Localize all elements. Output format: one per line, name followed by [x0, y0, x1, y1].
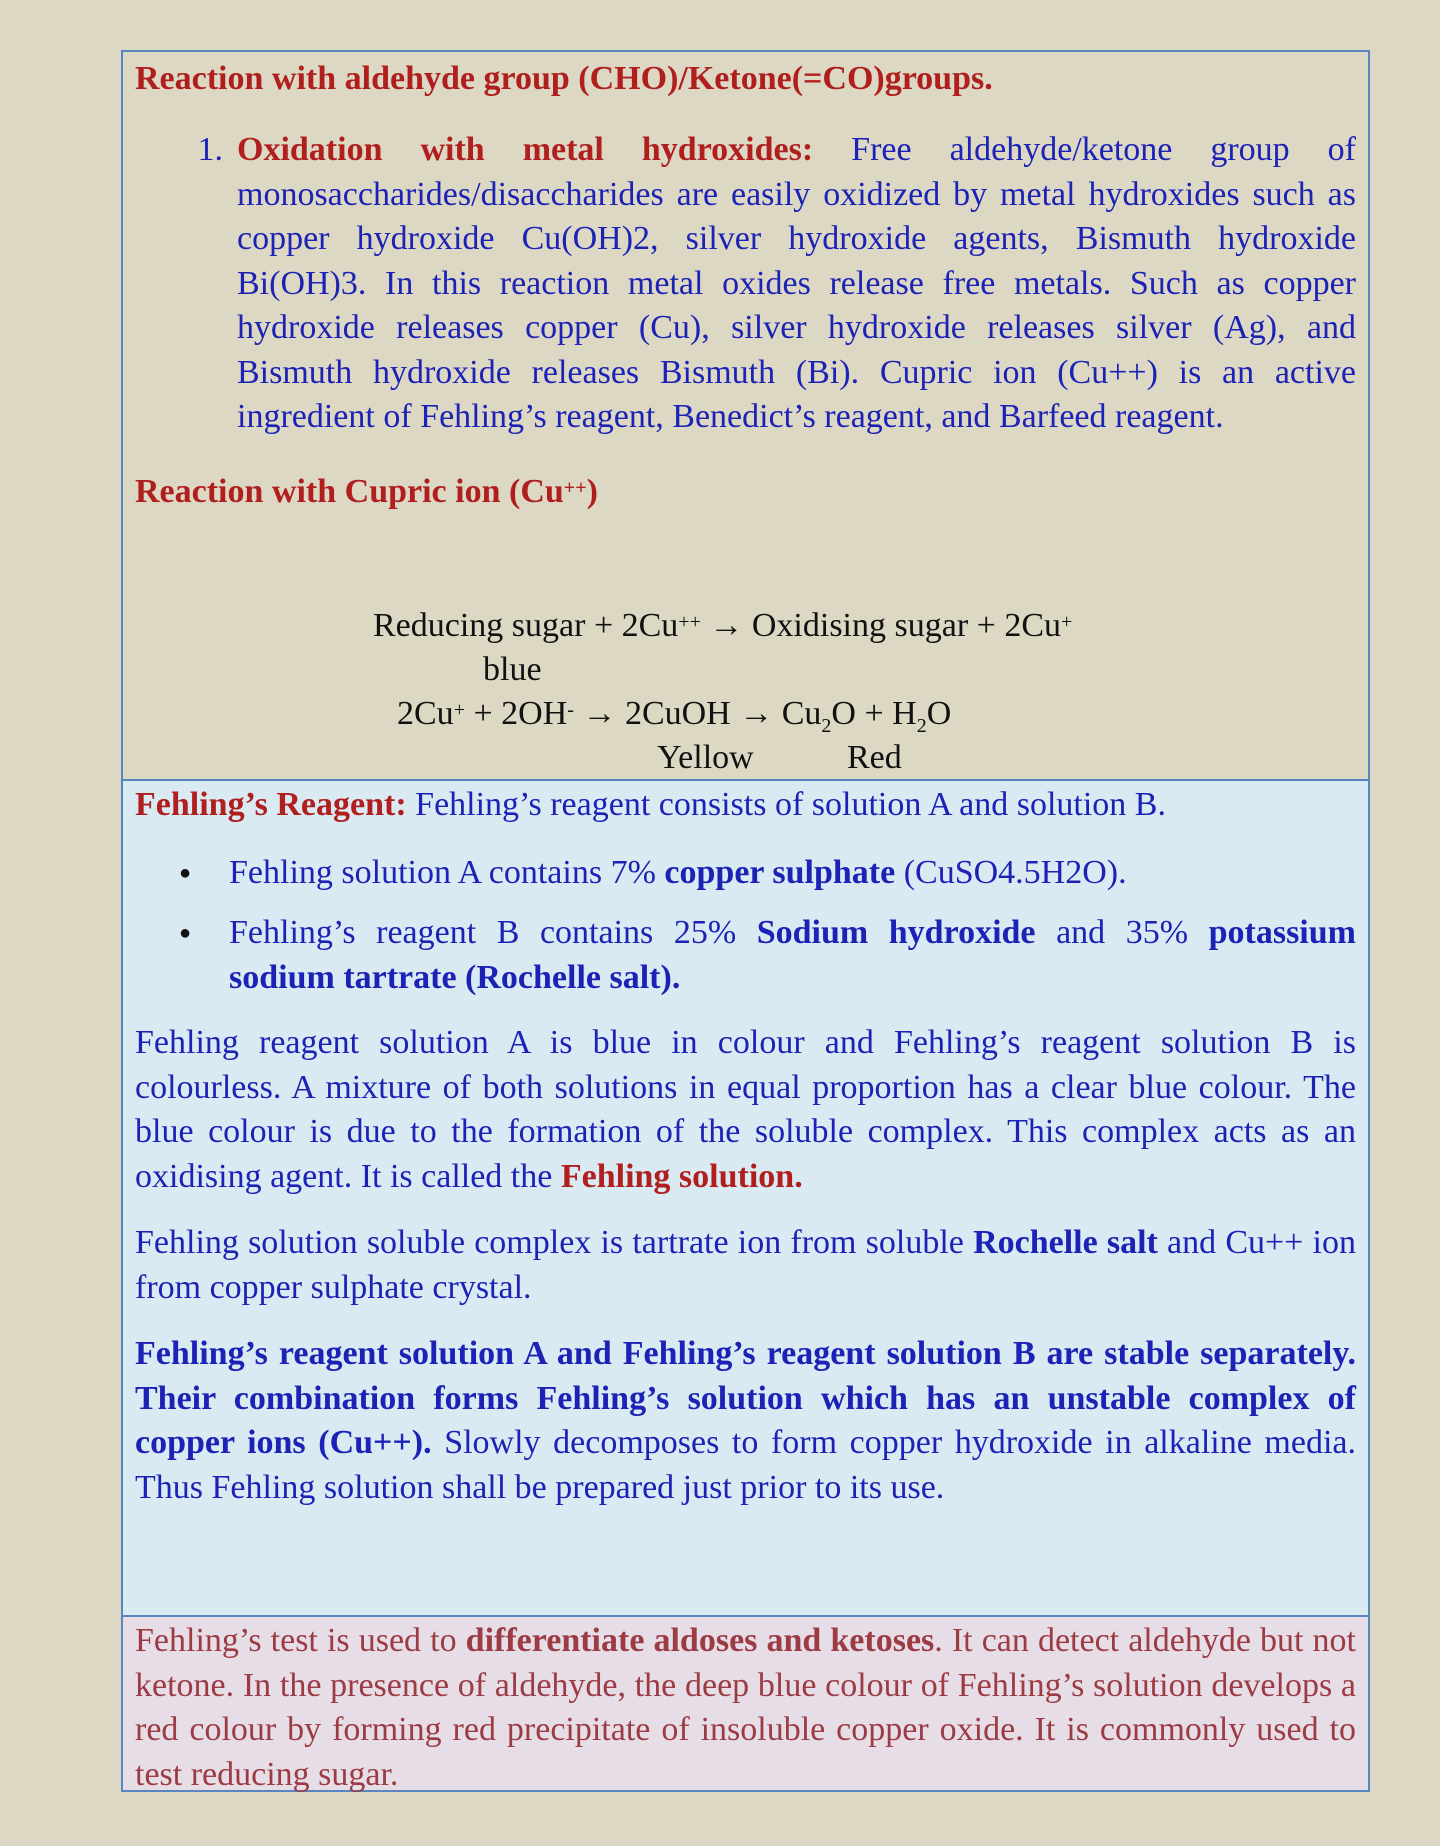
fehling-intro-title: Fehling’s Reagent:: [135, 786, 407, 823]
bullet-icon: ●: [178, 922, 192, 944]
list-item: [135, 128, 1356, 440]
list-number: 1.: [197, 131, 223, 168]
solution-list: [135, 851, 1356, 1001]
paragraph-stability: Fehling’s reagent solution A and Fehling’s reagent solution B are stable separately. Their combination forms Fehling’s solution which has an unstable complex of copper ions (Cu++). Slowly decomposes to form copper hydroxide in alkaline media. Thus Fehling solution shall be prepared just prior to its use.: [135, 1335, 1356, 1506]
label-yellow: Yellow: [657, 739, 754, 776]
equation-1-label: blue: [483, 651, 542, 688]
bullet-text: Fehling’s reagent B contains 25% Sodium hydroxide and 35% potassium sodium tartrate (Rochelle salt).: [229, 914, 1356, 996]
fehling-test-paragraph: Fehling’s test is used to differentiate aldoses and ketoses. It can detect aldehyde but not ketone. In the presence of aldehyde, the deep blue colour of Fehling’s solution develops a red colour by forming red precipitate of insoluble copper oxide. It is commonly used to test reducing sugar.: [135, 1622, 1356, 1793]
paragraph-complex: Fehling solution soluble complex is tartrate ion from soluble Rochelle salt and Cu++ ion from copper sulphate crystal.: [135, 1224, 1356, 1306]
fehling-intro: [135, 781, 1356, 828]
equation-1: Reducing sugar + 2Cu++ → Oxidising sugar + 2Cu+: [373, 607, 1073, 644]
fehling-intro-text: Fehling’s reagent consists of solution A and solution B.: [406, 786, 1166, 823]
fehling-reagent-section: [123, 779, 1368, 1615]
cupric-subheading: Reaction with Cupric ion (Cu++): [135, 472, 598, 510]
oxidation-list: [135, 128, 1356, 440]
list-item: [135, 851, 1356, 896]
list-item: [135, 911, 1356, 1000]
section-heading: Reaction with aldehyde group (CHO)/Ketone(=CO)groups.: [135, 60, 993, 97]
bullet-text: Fehling solution A contains 7% copper sulphate (CuSO4.5H2O).: [229, 853, 1127, 891]
equation-2: 2Cu+ + 2OH- → 2CuOH → $Cu_2O + H_2O$: [397, 695, 952, 737]
paragraph-colour: Fehling reagent solution A is blue in colour and Fehling’s reagent solution B is colourless. A mixture of both solutions in equal proportion has a clear blue colour. The blue colour is due to the formation of the soluble complex. This complex acts as an oxidising agent. It is called the Fehling solution.: [135, 1024, 1356, 1195]
item-body: Free aldehyde/ketone group of monosaccharides/disaccharides are easily oxidized by metal hydroxides such as copper hydroxide Cu(OH)2, silver hydroxide agents, Bismuth hydroxide Bi(OH)3. In this reaction metal oxides release free metals. Such as copper hydroxide releases copper (Cu), silver hydroxide releases silver (Ag), and Bismuth hydroxide releases Bismuth (Bi). Cupric ion (Cu++) is an active ingredient of Fehling’s reagent, Benedict’s reagent, and Barfeed reagent.: [237, 131, 1356, 435]
fehling-test-section: [123, 1615, 1368, 1793]
label-red: Red: [847, 739, 902, 776]
aldehyde-ketone-section: [123, 52, 1368, 779]
bullet-icon: ●: [178, 861, 192, 884]
document-frame: [121, 50, 1370, 1792]
list-item-text: [237, 128, 1356, 440]
item-title: Oxidation with metal hydroxides:: [237, 131, 814, 168]
